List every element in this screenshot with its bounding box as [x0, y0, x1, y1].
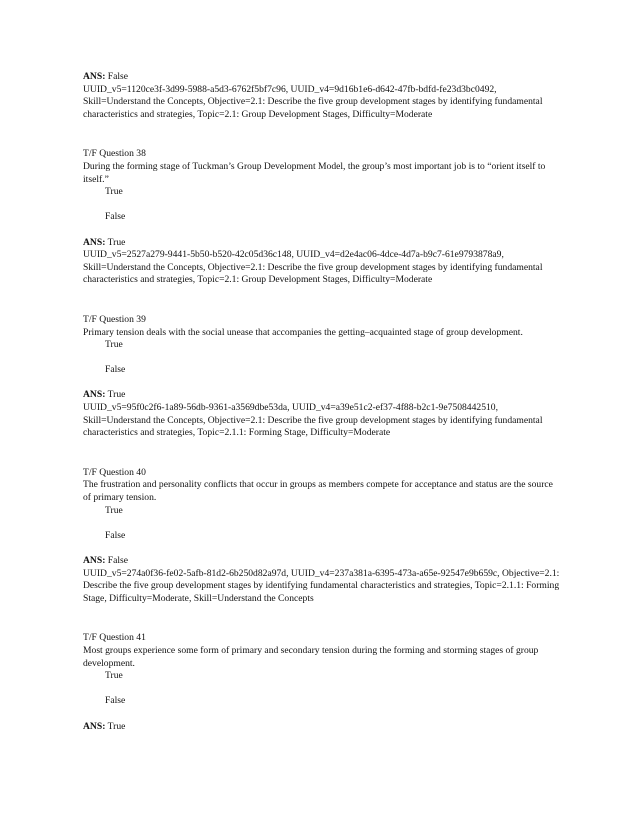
answer-line — [83, 71, 563, 84]
answer-metadata: UUID_v5=95f0c2f6-1a89-56db-9361-a3569dbe53da, UUID_v4=a39e51c2-ef37-4f88-b2c1-9e7508442510, Skill=Understand the Concepts, Objective=2.1: Describe the five group development stages by identifying fundamental characteristics and strategies, Topic=2.1.1: Forming Stage, Difficulty=Moderate — [83, 402, 543, 439]
answer-metadata: UUID_v5=274a0f36-fe02-5afb-81d2-6b250d82a97d, UUID_v4=237a381a-6395-473a-a65e-92547e9b659c, Objective=2.1: Describe the five group development stages by identifying fundamental characteristics and strategies, Topic=2.1.1: Forming Stage, Difficulty=Moderate, Skill=Understand the Concepts — [83, 567, 560, 604]
document-page — [83, 71, 563, 733]
question-text: During the forming stage of Tuckman’s Group Development Model, the group’s most important job is to “orient itself to itself.” — [83, 160, 546, 185]
answer-label: ANS: — [83, 236, 106, 248]
answer-value: True — [107, 236, 126, 248]
answer-label: ANS: — [83, 389, 106, 401]
answer-line — [83, 237, 563, 250]
question-39 — [83, 314, 563, 440]
answer-metadata: UUID_v5=2527a279-9441-5b50-b520-42c05d36c148, UUID_v4=d2e4ac06-4dce-4d7a-b9c7-61e9793878a9, Skill=Understand the Concepts, Objective=2.1: Describe the five group development stages by identifying fundamental characteristics and strategies, Topic=2.1: Group Development Stages, Difficulty=Moderate — [83, 249, 543, 286]
option-false: False — [105, 695, 126, 707]
answer-label: ANS: — [83, 71, 106, 82]
answer-value: False — [107, 555, 129, 566]
option-true: True — [105, 339, 123, 351]
intro-answer-block — [83, 71, 563, 121]
option-true: True — [105, 186, 123, 198]
answer-value: True — [107, 720, 126, 732]
option-false: False — [105, 211, 126, 223]
answer-label: ANS: — [83, 720, 106, 732]
question-38 — [83, 148, 563, 287]
option-true: True — [105, 504, 123, 516]
option-false: False — [105, 364, 126, 376]
question-text: Primary tension deals with the social unease that accompanies the getting–acquainted stage of group development. — [83, 326, 523, 338]
question-text: The frustration and personality conflicts that occur in groups as members compete for acceptance and status are the source of primary tension. — [83, 479, 553, 504]
answer-value: True — [107, 389, 126, 401]
question-heading: T/F Question 40 — [83, 466, 146, 478]
question-40 — [83, 467, 563, 606]
answer-label: ANS: — [83, 555, 106, 566]
question-heading: T/F Question 38 — [83, 148, 146, 160]
option-true: True — [105, 670, 123, 682]
question-41 — [83, 632, 563, 733]
answer-line — [83, 721, 563, 734]
answer-line — [83, 555, 563, 568]
answer-line — [83, 389, 563, 402]
answer-value: False — [107, 71, 129, 82]
question-text: Most groups experience some form of primary and secondary tension during the forming and storming stages of group development. — [83, 644, 539, 669]
option-false: False — [105, 529, 126, 541]
answer-metadata: UUID_v5=1120ce3f-3d99-5988-a5d3-6762f5bf7c96, UUID_v4=9d16b1e6-d642-47fb-bdfd-fe23d3bc0492, Skill=Understand the Concepts, Objective=2.1: Describe the five group development stages by identifying fundamental characteristics and strategies, Topic=2.1: Group Development Stages, Difficulty=Moderate — [83, 83, 543, 120]
question-heading: T/F Question 39 — [83, 313, 146, 325]
question-heading: T/F Question 41 — [83, 632, 146, 644]
